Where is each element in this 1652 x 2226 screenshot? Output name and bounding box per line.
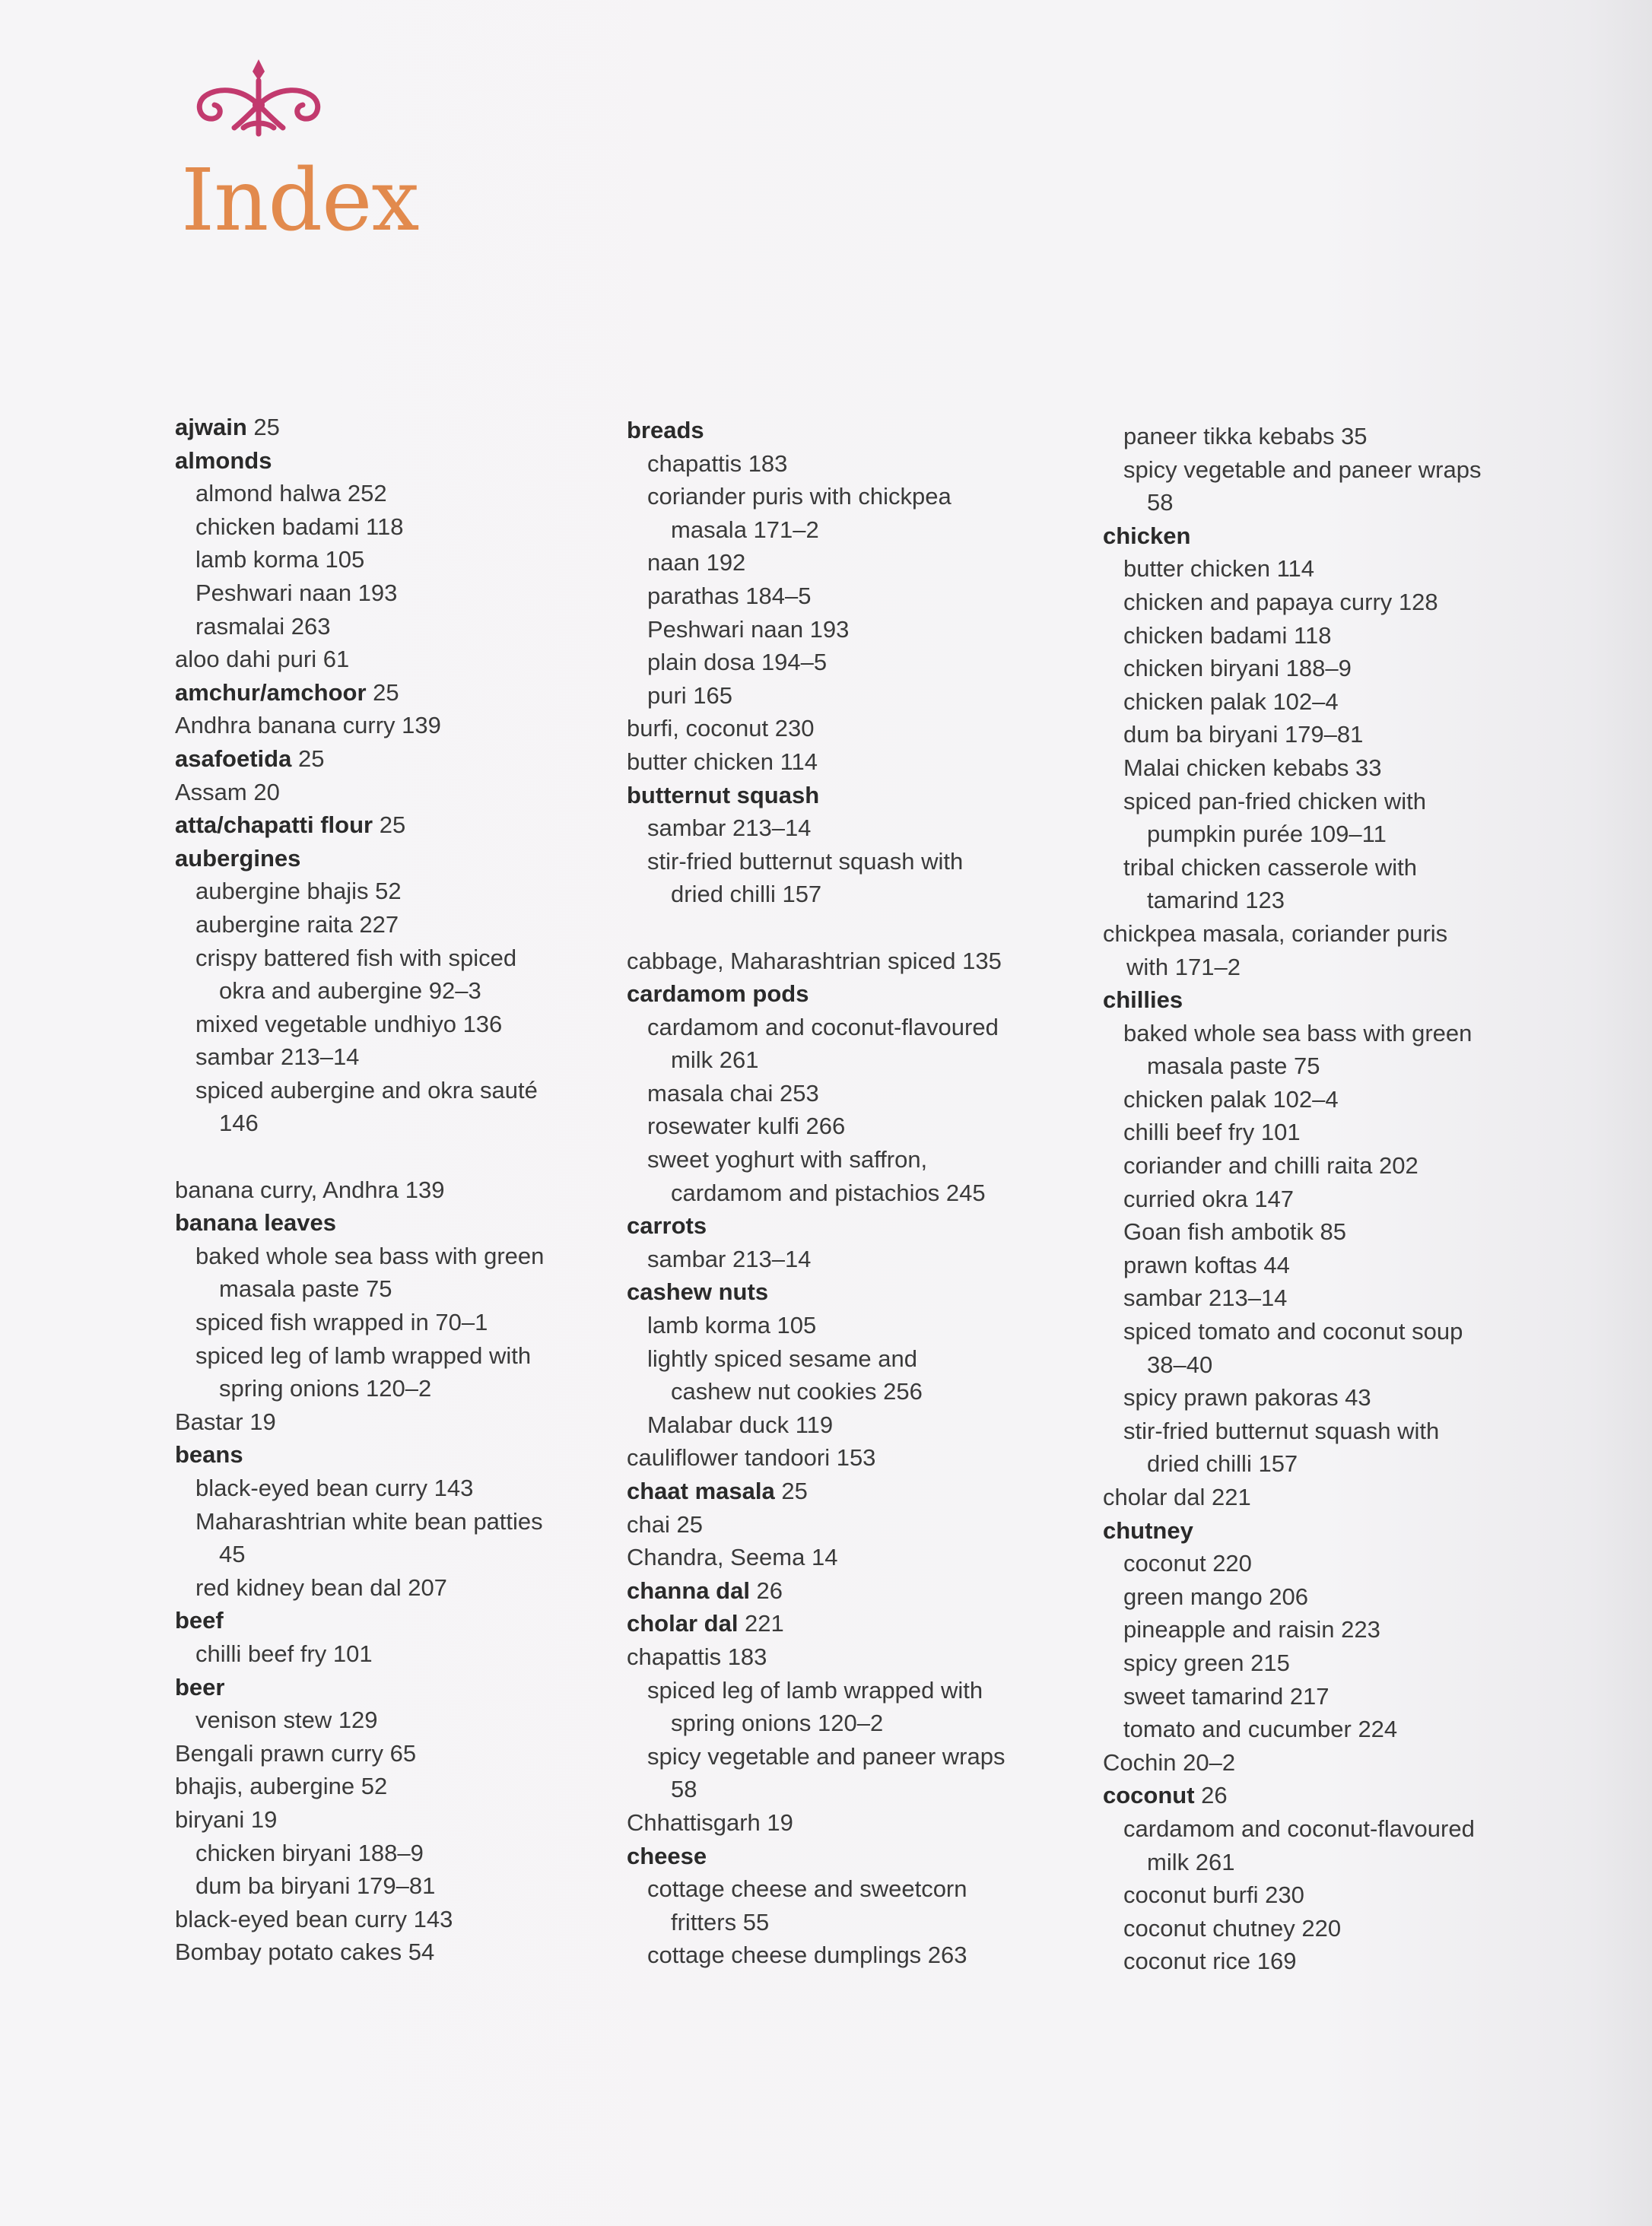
index-subentry (1103, 818, 1559, 851)
index-subentry (1103, 884, 1559, 917)
index-subentry (1103, 1547, 1559, 1580)
index-text: bhajis, aubergine 52 (175, 1773, 388, 1800)
index-subentry (175, 875, 631, 908)
index-subentry (175, 1040, 631, 1074)
index-text: Cochin 20–2 (1103, 1748, 1236, 1776)
index-subentry (627, 1110, 1083, 1143)
index-entry (627, 712, 1083, 745)
index-subentry (1103, 685, 1559, 719)
index-text: spicy green 215 (1123, 1649, 1290, 1676)
index-subentry (1103, 1049, 1559, 1083)
index-subentry (627, 1243, 1083, 1276)
index-subentry (175, 477, 631, 510)
index-entry (175, 1438, 631, 1472)
index-subentry (1103, 1315, 1559, 1348)
index-subentry (627, 613, 1083, 646)
index-text: masala paste 75 (219, 1275, 392, 1303)
index-text: chicken biryani 188–9 (1123, 655, 1352, 682)
index-text: tamarind 123 (1147, 887, 1285, 914)
index-text: curried okra 147 (1123, 1185, 1295, 1212)
index-subentry (1103, 552, 1559, 586)
index-entry (175, 1604, 631, 1637)
index-subentry (1103, 1116, 1559, 1149)
index-text: chapattis 183 (627, 1643, 767, 1670)
index-text: 26 (1194, 1782, 1228, 1809)
index-subentry (1103, 586, 1559, 619)
index-entry (627, 1640, 1083, 1674)
index-entry (1103, 917, 1559, 951)
index-subentry (175, 1240, 631, 1273)
index-text: coriander and chilli raita 202 (1123, 1152, 1418, 1180)
index-text: plain dosa 194–5 (647, 649, 828, 676)
index-text: aubergine raita 227 (195, 910, 399, 938)
index-text: dum ba biryani 179–81 (1123, 721, 1364, 748)
index-text: spring onions 120–2 (219, 1375, 432, 1402)
index-text: sweet yoghurt with saffron, (647, 1146, 928, 1173)
index-subentry (175, 1074, 631, 1107)
index-subentry (175, 1339, 631, 1373)
index-text: cabbage, Maharashtrian spiced 135 (627, 947, 1002, 974)
index-subentry (1103, 420, 1559, 453)
index-subentry (175, 543, 631, 576)
index-entry (627, 1541, 1083, 1574)
index-subentry (175, 1637, 631, 1671)
index-text: cardamom and coconut-flavoured (1123, 1815, 1475, 1842)
index-text: Malai chicken kebabs 33 (1123, 754, 1382, 781)
index-subentry (1103, 1613, 1559, 1646)
index-text: parathas 184–5 (647, 582, 812, 609)
index-text: 58 (1147, 489, 1174, 516)
index-text: butter chicken 114 (1123, 555, 1315, 583)
index-text: Chhattisgarh 19 (627, 1808, 793, 1836)
index-entry (627, 1806, 1083, 1840)
index-entry (175, 842, 631, 875)
index-text: milk 261 (671, 1046, 759, 1074)
index-entry (175, 411, 631, 444)
index-subentry (1103, 1812, 1559, 1846)
index-text: 146 (219, 1110, 259, 1137)
index-subentry (627, 546, 1083, 580)
index-text: rasmalai 263 (195, 612, 331, 640)
index-text: cauliflower tandoori 153 (627, 1444, 876, 1472)
index-text: chicken and papaya curry 128 (1123, 588, 1438, 615)
index-subentry (627, 1773, 1083, 1806)
index-subentry (1103, 1017, 1559, 1050)
index-text: coconut burfi 230 (1123, 1881, 1304, 1909)
index-text: 58 (671, 1776, 697, 1803)
index-heading: atta/chapatti flour (175, 811, 373, 839)
index-text: chickpea masala, coriander puris (1103, 919, 1448, 947)
index-entry (1103, 983, 1559, 1017)
index-subentry (175, 1571, 631, 1605)
index-subentry (1103, 1846, 1559, 1879)
index-subentry (1103, 1878, 1559, 1912)
index-subentry (627, 1043, 1083, 1077)
index-text: 38–40 (1147, 1351, 1213, 1378)
index-text: okra and aubergine 92–3 (219, 977, 481, 1005)
index-subentry (1103, 1447, 1559, 1481)
index-text: venison stew 129 (195, 1707, 378, 1734)
index-heading: chutney (1103, 1516, 1193, 1544)
page-title: Index (181, 151, 419, 250)
index-subentry (175, 1538, 631, 1571)
index-heading: ajwain (175, 414, 247, 440)
index-text: stir-fried butternut squash with (647, 847, 964, 875)
index-text: cashew nut cookies 256 (671, 1378, 923, 1405)
index-text: Peshwari naan 193 (195, 579, 398, 606)
index-heading: banana leaves (175, 1209, 336, 1237)
index-subentry (175, 1704, 631, 1737)
index-entry (627, 1275, 1083, 1309)
index-entry (627, 779, 1083, 812)
index-text: biryani 19 (175, 1805, 278, 1833)
index-text: 25 (246, 414, 280, 440)
index-text: 221 (738, 1610, 784, 1637)
index-subentry (627, 811, 1083, 845)
index-entry (1103, 519, 1559, 553)
index-subentry (175, 1107, 631, 1140)
index-text: Bombay potato cakes 54 (175, 1939, 435, 1966)
index-text: black-eyed bean curry 143 (175, 1905, 453, 1932)
index-subentry (627, 513, 1083, 547)
index-subentry (175, 908, 631, 942)
index-entry (627, 1574, 1083, 1608)
index-text: coconut 220 (1123, 1550, 1252, 1577)
index-subentry (627, 845, 1083, 878)
index-text: 26 (749, 1577, 783, 1604)
index-entry (175, 1737, 631, 1770)
index-text: 25 (291, 745, 325, 772)
index-text: crispy battered fish with spiced (195, 944, 517, 971)
index-text: spiced fish wrapped in 70–1 (195, 1309, 488, 1336)
index-subentry (175, 576, 631, 610)
index-entry (627, 414, 1083, 447)
index-subentry (627, 1177, 1083, 1210)
index-entry (175, 776, 631, 809)
index-text: sambar 213–14 (647, 1245, 812, 1272)
index-subentry (627, 646, 1083, 679)
index-text: tribal chicken casserole with (1123, 853, 1417, 881)
index-text: masala paste 75 (1147, 1053, 1320, 1080)
index-subentry (1103, 1281, 1559, 1315)
index-heading: cholar dal (627, 1610, 739, 1637)
index-text: 25 (774, 1478, 808, 1504)
index-text: sambar 213–14 (647, 815, 812, 842)
index-subentry (627, 1674, 1083, 1707)
index-subentry (627, 1939, 1083, 1972)
index-entry (175, 808, 631, 842)
index-heading: butternut squash (627, 781, 820, 808)
index-text: lightly spiced sesame and (647, 1345, 917, 1372)
index-subentry (627, 1143, 1083, 1177)
index-text: spiced leg of lamb wrapped with (195, 1342, 532, 1369)
index-text: stir-fried butternut squash with (1123, 1417, 1440, 1444)
index-subentry (1103, 1713, 1559, 1746)
index-text: Bengali prawn curry 65 (175, 1739, 417, 1767)
index-heading: breads (627, 417, 704, 443)
index-subentry (1103, 1580, 1559, 1614)
index-subentry (627, 1707, 1083, 1740)
index-text: spiced aubergine and okra sauté (195, 1076, 538, 1103)
index-text: Bastar 19 (175, 1408, 276, 1435)
index-subentry (1103, 486, 1559, 519)
index-subentry (175, 610, 631, 643)
index-subentry (627, 1309, 1083, 1342)
index-entry (175, 742, 631, 776)
index-text: paneer tikka kebabs 35 (1123, 423, 1368, 449)
index-entry (627, 1209, 1083, 1243)
index-subentry (1103, 652, 1559, 685)
index-text: milk 261 (1147, 1848, 1235, 1875)
index-text: sambar 213–14 (195, 1043, 360, 1071)
index-subentry (1103, 1680, 1559, 1713)
index-text: chicken biryani 188–9 (195, 1839, 424, 1866)
index-text: chicken badami 118 (195, 513, 404, 540)
index-text: chilli beef fry 101 (1123, 1119, 1301, 1146)
index-text: chicken badami 118 (1123, 621, 1332, 649)
index-subentry (627, 1872, 1083, 1906)
index-text: coconut chutney 220 (1123, 1914, 1342, 1942)
index-heading: chicken (1103, 522, 1191, 549)
index-subentry (175, 1306, 631, 1339)
index-text: Goan fish ambotik 85 (1123, 1218, 1346, 1246)
index-text: pumpkin purée 109–11 (1147, 821, 1387, 848)
decorative-flourish-icon (189, 58, 329, 141)
index-entry (627, 1840, 1083, 1873)
index-text: Peshwari naan 193 (647, 615, 850, 643)
index-heading: beer (175, 1673, 225, 1700)
index-entry (627, 945, 1083, 978)
index-subentry (1103, 1083, 1559, 1116)
index-text: chapattis 183 (647, 449, 788, 477)
index-text: Chandra, Seema 14 (627, 1544, 838, 1571)
index-entry (627, 745, 1083, 779)
index-text: spiced pan-fried chicken with (1123, 787, 1427, 815)
index-subentry (627, 1375, 1083, 1408)
index-subentry (1103, 1149, 1559, 1183)
index-text: baked whole sea bass with green (195, 1242, 545, 1269)
index-subentry (175, 1837, 631, 1870)
index-subentry (1103, 1646, 1559, 1680)
index-subentry (175, 1505, 631, 1539)
index-entry (175, 1671, 631, 1704)
index-heading: chillies (1103, 986, 1183, 1014)
index-text: chicken palak 102–4 (1123, 1085, 1339, 1113)
letter-gap (175, 1140, 631, 1173)
index-entry (175, 1903, 631, 1936)
index-text: Malabar duck 119 (647, 1411, 834, 1438)
index-heading: beans (175, 1441, 243, 1469)
index-subentry (627, 447, 1083, 481)
index-subentry (175, 1372, 631, 1405)
index-subentry (1103, 1415, 1559, 1448)
index-heading: carrots (627, 1212, 707, 1240)
index-subentry (1103, 1381, 1559, 1415)
index-text: 45 (219, 1541, 246, 1568)
index-subentry (1103, 751, 1559, 785)
index-entry (627, 1508, 1083, 1542)
index-text: lamb korma 105 (647, 1312, 817, 1339)
index-entry (1103, 1514, 1559, 1548)
index-entry (627, 1475, 1083, 1508)
index-entry (627, 1441, 1083, 1475)
index-text: spicy vegetable and paneer wraps (647, 1742, 1005, 1770)
index-text: cholar dal 221 (1103, 1484, 1251, 1510)
index-subentry (1103, 619, 1559, 653)
index-entry (175, 1770, 631, 1803)
index-subentry (1103, 851, 1559, 884)
index-heading: cheese (627, 1842, 707, 1869)
index-text: Assam 20 (175, 778, 280, 805)
index-text: baked whole sea bass with green (1123, 1019, 1473, 1046)
index-text: dried chilli 157 (671, 881, 822, 908)
index-subentry (175, 1472, 631, 1505)
index-subentry (1103, 1215, 1559, 1249)
index-text: burfi, coconut 230 (627, 715, 815, 742)
index-column-1 (175, 411, 631, 1969)
index-entry (1103, 1746, 1559, 1780)
index-text: chai 25 (627, 1510, 703, 1538)
index-text: puri 165 (647, 681, 733, 709)
index-text: cottage cheese and sweetcorn (647, 1875, 967, 1903)
index-text: spicy vegetable and paneer wraps (1123, 456, 1482, 483)
index-subentry (1103, 785, 1559, 818)
index-subentry (1103, 1348, 1559, 1382)
index-heading: beef (175, 1607, 224, 1634)
index-text: sweet tamarind 217 (1123, 1682, 1330, 1710)
index-text: prawn koftas 44 (1123, 1251, 1290, 1278)
index-entry (175, 676, 631, 710)
index-entry (175, 1405, 631, 1439)
index-entry (1103, 1779, 1559, 1812)
index-column-3 (1103, 420, 1559, 1978)
index-subentry (627, 1342, 1083, 1376)
index-entry (175, 643, 631, 676)
index-subentry (1103, 1183, 1559, 1216)
index-text: red kidney bean dal 207 (195, 1573, 447, 1601)
index-heading: asafoetida (175, 745, 292, 772)
index-subentry (1103, 1945, 1559, 1978)
index-subentry (1103, 1249, 1559, 1282)
index-text: masala 171–2 (671, 516, 819, 543)
index-entry (175, 1803, 631, 1837)
index-text: pineapple and raisin 223 (1123, 1616, 1380, 1643)
index-column-2 (627, 414, 1083, 1972)
index-subentry (175, 1869, 631, 1903)
index-text: aubergine bhajis 52 (195, 878, 402, 905)
index-text: cardamom and coconut-flavoured (647, 1013, 999, 1040)
index-subentry (175, 1272, 631, 1306)
index-entry (175, 444, 631, 478)
index-text: spring onions 120–2 (671, 1710, 884, 1737)
index-text: spicy prawn pakoras 43 (1123, 1384, 1371, 1411)
index-subentry (627, 1077, 1083, 1110)
letter-gap (627, 911, 1083, 945)
index-text: almond halwa 252 (195, 480, 387, 507)
index-text: chilli beef fry 101 (195, 1640, 373, 1667)
index-text: aloo dahi puri 61 (175, 646, 350, 673)
index-text: fritters 55 (671, 1908, 770, 1935)
index-heading: cashew nuts (627, 1278, 769, 1306)
index-heading: chaat masala (627, 1478, 775, 1504)
index-text: chicken palak 102–4 (1123, 687, 1339, 715)
index-subentry (1103, 951, 1559, 984)
index-text: dried chilli 157 (1147, 1450, 1298, 1478)
index-text: green mango 206 (1123, 1583, 1309, 1610)
index-text: cardamom and pistachios 245 (671, 1179, 986, 1206)
index-subentry (175, 942, 631, 975)
index-text: lamb korma 105 (195, 546, 365, 573)
index-subentry (1103, 1912, 1559, 1945)
index-subentry (627, 878, 1083, 911)
index-text: coconut rice 169 (1123, 1948, 1297, 1975)
index-text: rosewater kulfi 266 (647, 1113, 846, 1140)
index-text: with 171–2 (1126, 953, 1241, 980)
index-heading: coconut (1103, 1782, 1195, 1809)
index-text: cottage cheese dumplings 263 (647, 1942, 967, 1969)
index-text: tomato and cucumber 224 (1123, 1716, 1398, 1743)
index-entry (175, 709, 631, 742)
index-subentry (627, 1408, 1083, 1442)
index-entry (1103, 1481, 1559, 1514)
index-text: spiced leg of lamb wrapped with (647, 1676, 983, 1704)
index-text: 25 (373, 811, 406, 839)
index-entry (627, 977, 1083, 1011)
index-entry (175, 1173, 631, 1207)
index-subentry (627, 580, 1083, 613)
index-text: mixed vegetable undhiyo 136 (195, 1010, 503, 1037)
index-text: dum ba biryani 179–81 (195, 1872, 436, 1900)
index-text: Andhra banana curry 139 (175, 712, 441, 739)
index-heading: cardamom pods (627, 980, 809, 1008)
index-text: coriander puris with chickpea (647, 483, 951, 510)
index-subentry (175, 510, 631, 544)
index-subentry (1103, 718, 1559, 751)
index-heading: amchur/amchoor (175, 678, 367, 706)
index-subentry (175, 1008, 631, 1041)
index-heading: channa dal (627, 1577, 750, 1604)
index-subentry (627, 1906, 1083, 1939)
index-heading: aubergines (175, 844, 301, 872)
index-entry (627, 1607, 1083, 1640)
index-entry (175, 1935, 631, 1969)
index-text: sambar 213–14 (1123, 1284, 1288, 1312)
index-text: black-eyed bean curry 143 (195, 1475, 474, 1501)
index-entry (175, 1206, 631, 1240)
index-text: masala chai 253 (647, 1079, 819, 1107)
index-text: naan 192 (647, 549, 746, 576)
index-subentry (627, 679, 1083, 713)
index-subentry (175, 974, 631, 1008)
index-subentry (1103, 453, 1559, 487)
index-text: spiced tomato and coconut soup (1123, 1318, 1463, 1345)
index-text: banana curry, Andhra 139 (175, 1176, 445, 1203)
index-heading: almonds (175, 446, 272, 474)
index-subentry (627, 1011, 1083, 1044)
index-text: Maharashtrian white bean patties (195, 1507, 543, 1535)
index-subentry (627, 480, 1083, 513)
index-subentry (627, 1740, 1083, 1773)
index-text: 25 (366, 678, 399, 706)
index-text: butter chicken 114 (627, 748, 818, 775)
